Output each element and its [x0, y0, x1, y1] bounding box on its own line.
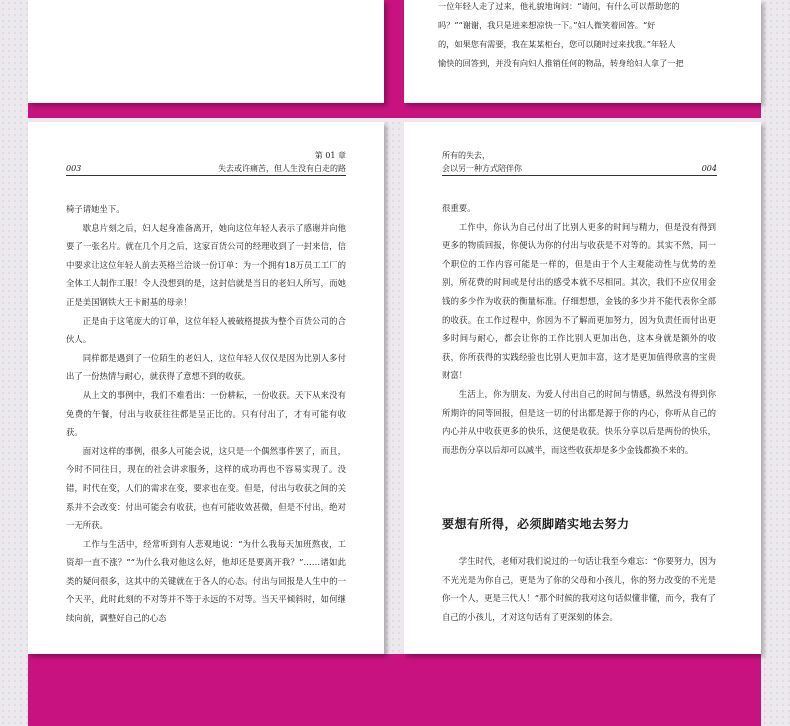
section-text — [442, 552, 716, 626]
header-rule — [66, 175, 346, 176]
top-right-page-fragment — [404, 0, 761, 103]
paragraph: 正是由于这笔庞大的订单，这位年轻人被破格提拔为整个百货公司的合伙人。 — [66, 315, 346, 345]
paragraph: 生活上，你为朋友、为爱人付出自己的时间与情感，纵然没有得到你所期许的同等回报，但是这一切的付出都是源于你的内心，你听从自己的内心并从中收获更多的快乐，这便是收获。快乐分享以后是两份的快乐，而悲伤分享以后却可以减半，而这些收获却是多少金钱都换不来的。 — [442, 388, 716, 455]
paragraph: 工作与生活中，经常听到有人悲观地说：“为什么我每天加班熬夜，工资却一直不涨？”“为什么我对他这么好，他却还是要离开我？”……诸如此类的疑问很多，这其中的关键就在于各人的心态。付出与回报是人生中的一个天平，此时此刻的不对等并不等于永远的不对等。当天平倾斜时，如何继续向前，调整好自己的心态 — [66, 538, 346, 624]
header-title: 失去或许痛苦，但人生没有白走的路 — [218, 164, 346, 173]
left-body-text — [66, 200, 346, 628]
section-heading: 要想有所得，必须脚踏实地去努力 — [442, 517, 630, 531]
top-left-page-fragment — [28, 0, 384, 103]
header-rule — [442, 175, 717, 176]
fragment-line: 愉快的回答到，并没有向妇人推销任何的物品，转身给妇人拿了一把 — [438, 58, 684, 68]
fragment-line: 一位年轻人走了过来，他礼貌地询问：“请问，有什么可以帮助您的 — [438, 1, 680, 11]
paragraph: 工作中，你认为自己付出了比别人更多的时间与精力，但是没有得到更多的物质回报，你便认为你的付出与收获是不对等的。其实不然，同一个职位的工作内容可能是一样的，但是由于个人主观能动性与优势的差别，所花费的时间或是付出的感受本就不尽相同。其次，我们不应仅用金钱的多少作为收获的衡量标准。仔细想想，金钱的多少并不能代表你全部的收获。在工作过程中，你因为不了解而更加努力，因为负责任而付出更多时间与耐心，都会让你的工作比别人更加出色，这本身就是额外的收获，你所获得的实践经验也比别人更加丰富，这才是更加值得欣喜的宝贵财富！ — [442, 221, 716, 381]
left-page — [28, 122, 384, 654]
paragraph: 从上文的事例中，我们不难看出：一份耕耘，一份收获。天下从来没有免费的午餐，付出与收获往往都是呈正比的。只有付出了，才有可能有收获。 — [66, 389, 346, 438]
header-chapter: 第 01 章 — [314, 151, 346, 160]
header-line-1: 所有的失去， — [442, 151, 490, 160]
page-number: 004 — [701, 164, 717, 173]
paragraph: 面对这样的事例，很多人可能会说，这只是一个偶然事件罢了，而且，今时不同往日，现在的社会讲求服务，这样的成功再也不容易实现了。没错，时代在变，人们的需求在变，要求也在变。但是，付出与收获之间的关系并不会改变：付出可能会有收获，也有可能收效甚微，但是不付出，绝对一无所获。 — [66, 445, 346, 531]
paragraph: 椅子请她坐下。 — [66, 204, 125, 214]
top-right-text — [438, 0, 713, 73]
bottom-magenta-band — [28, 654, 761, 726]
paragraph: 同样都是遇到了一位陌生的老妇人，这位年轻人仅仅是因为比别人多付出了一份热情与耐心，就获得了意想不到的收获。 — [66, 352, 346, 382]
right-page — [404, 122, 761, 654]
header-line-2: 会以另一种方式陪伴你 — [442, 164, 522, 173]
paragraph: 学生时代，老师对我们说过的一句话让我至今难忘：“你要努力，因为不光光是为你自己，更是为了你的父母和小孩儿，你的努力改变的不光是你一个人，更是三代人！”那个时候的我对这句话似懂非懂，而今，我有了自己的小孩儿，才对这句话有了更深刻的体会。 — [442, 556, 716, 622]
fragment-line: 吗？”“谢谢，我只是进来想凉快一下。”妇人微笑着回答。“好 — [438, 20, 656, 30]
page-number: 003 — [66, 164, 82, 173]
paragraph: 很重要。 — [442, 203, 476, 213]
fragment-line: 的，如果您有需要，我在某某柜台，您可以随时过来找我。”年轻人 — [438, 39, 676, 49]
right-body-text — [442, 199, 716, 459]
paragraph: 歇息片刻之后，妇人起身准备离开，她向这位年轻人表示了感谢并向他要了一张名片。就在几个月之后，这家百货公司的经理收到了一封来信，信中要求让这位年轻人前去英格兰洽谈一份订单：为一个拥有18万员工工厂的全体工人制作工服！令人没想到的是，这封信就是当日的老妇人所写，而她正是美国钢铁大王卡耐基的母亲！ — [66, 222, 346, 307]
